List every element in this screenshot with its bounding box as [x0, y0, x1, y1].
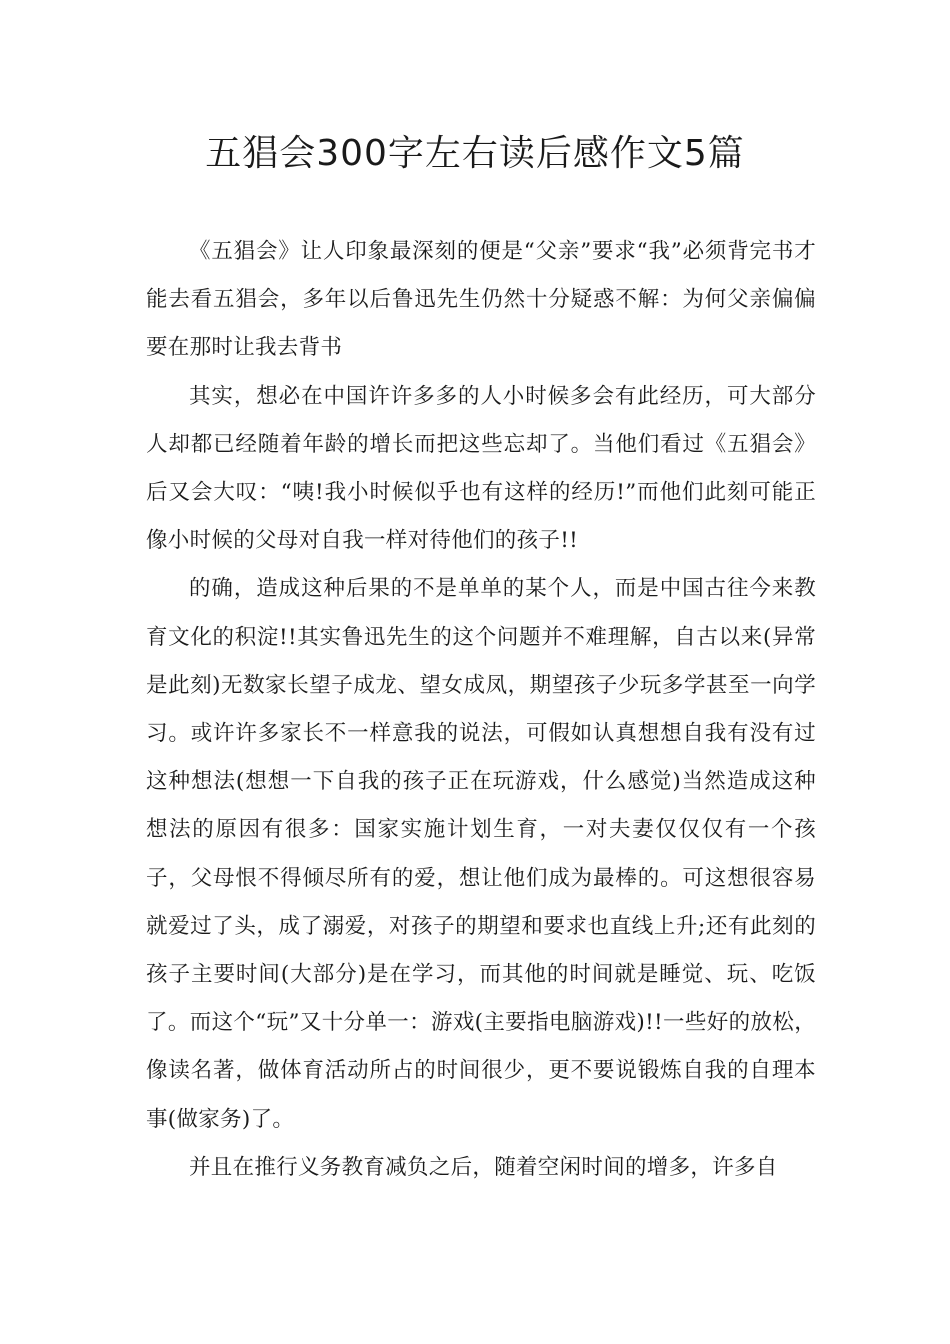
paragraph-2: 其实，想必在中国许许多多的人小时候多会有此经历，可大部分人却都已经随着年龄的增长而把这些忘却了。当他们看过《五猖会》后又会大叹：“咦!我小时候似乎也有这样的经历!”而他们此刻可能正像小时候的父母对自我一样对待他们的孩子!!: [146, 383, 816, 554]
paragraph-3: 的确，造成这种后果的不是单单的某个人，而是中国古往今来教育文化的积淀!!其实鲁迅先生的这个问题并不难理解，自古以来(异常是此刻)无数家长望子成龙、望女成凤，期望孩子少玩多学甚至一向学习。或许许多家长不一样意我的说法，可假如认真想想自我有没有过这种想法(想想一下自我的孩子正在玩游戏，什么感觉)当然造成这种想法的原因有很多：国家实施计划生育，一对夫妻仅仅仅有一个孩子，父母恨不得倾尽所有的爱，想让他们成为最棒的。可这想很容易就爱过了头，成了溺爱，对孩子的期望和要求也直线上升;还有此刻的孩子主要时间(大部分)是在学习，而其他的时间就是睡觉、玩、吃饭了。而这个“玩”又十分单一：游戏(主要指电脑游戏)!!一些好的放松，像读名著，做体育活动所占的时间很少，更不要说锻炼自我的自理本事(做家务)了。: [146, 576, 816, 1132]
paragraph-1: 《五猖会》让人印象最深刻的便是“父亲”要求“我”必须背完书才能去看五猖会，多年以后鲁迅先生仍然十分疑惑不解：为何父亲偏偏要在那时让我去背书: [146, 239, 816, 361]
document-title: 五猖会300字左右读后感作文5篇: [205, 133, 745, 174]
paragraph-4: 并且在推行义务教育减负之后，随着空闲时间的增多，许多自: [189, 1154, 778, 1180]
document-body: [146, 228, 816, 1192]
